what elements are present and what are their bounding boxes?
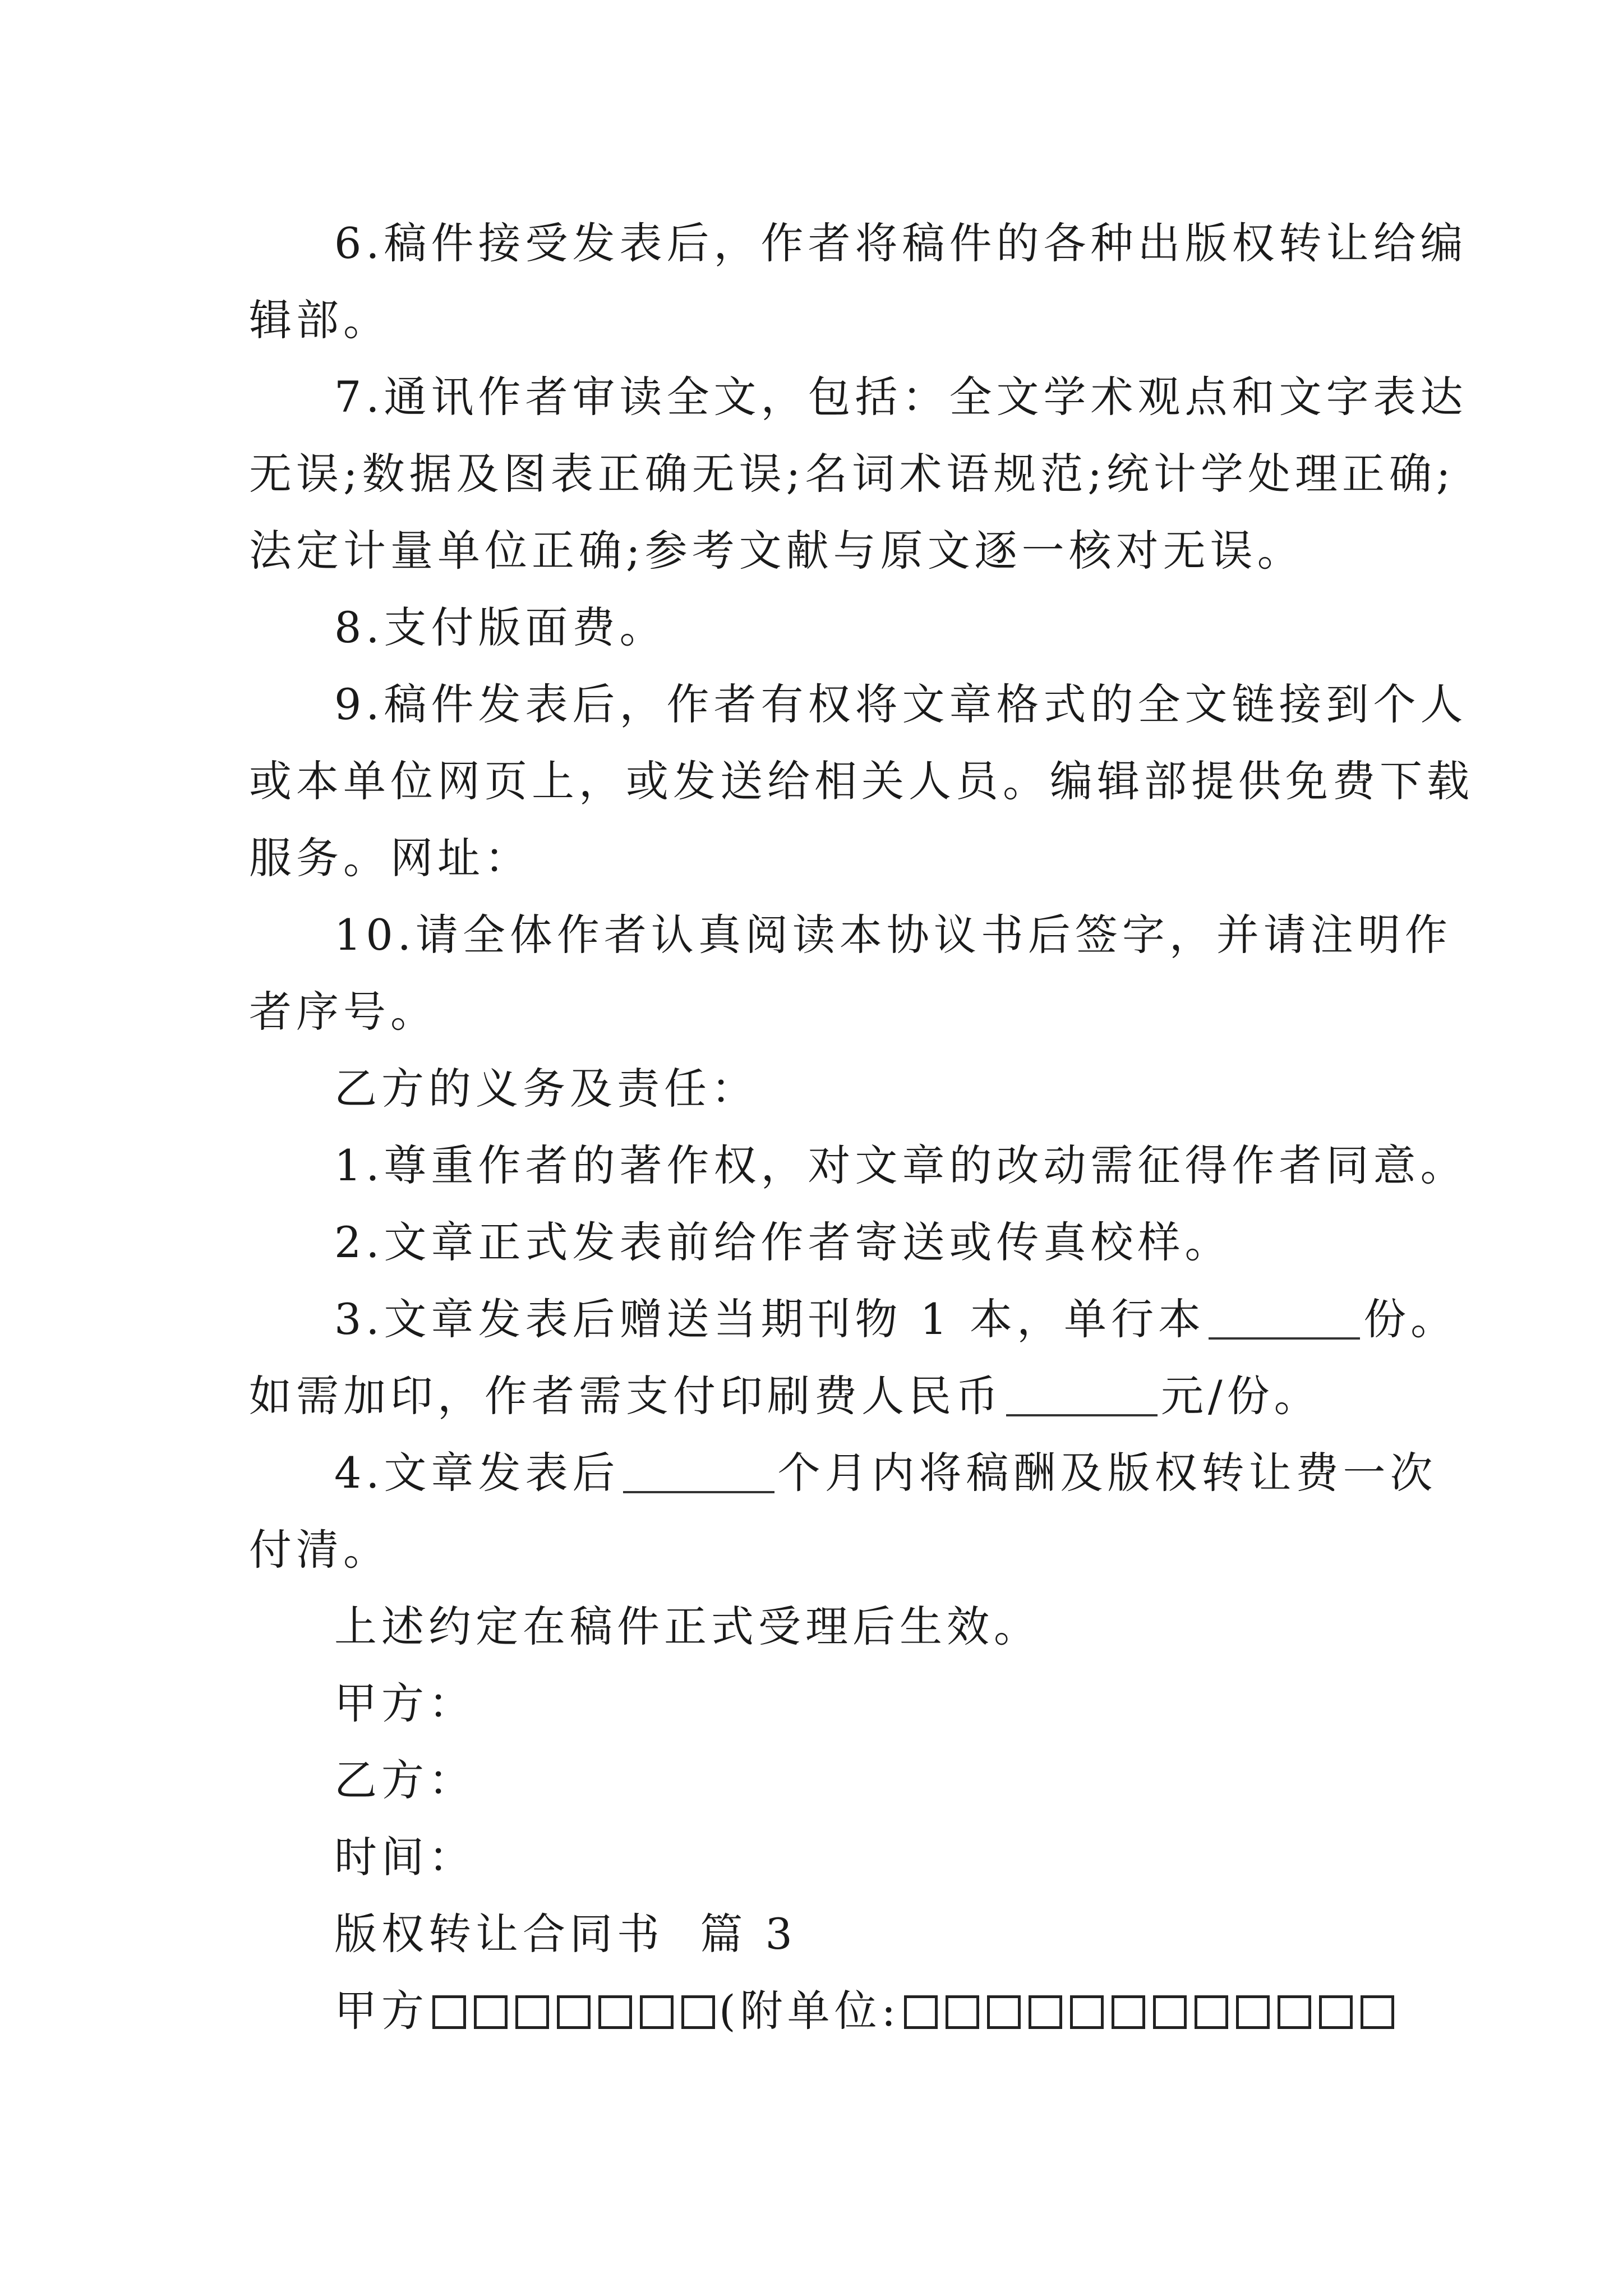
effective-clause: 上述约定在稿件正式受理后生效。: [334, 1602, 1041, 1651]
paragraph-9-line-3: 服务。网址：: [249, 833, 532, 883]
party-b-item-3-line-1: [334, 1291, 1458, 1347]
item-3-text-c: 如需加印，作者需支付印刷费人民币: [249, 1371, 1003, 1421]
last-line-prefix: 甲方: [334, 1986, 428, 2036]
placeholder-box: [987, 1995, 1021, 2029]
placeholder-box: [1361, 1995, 1394, 2029]
paragraph-10-line-2: 者序号。: [249, 987, 437, 1037]
last-line: [334, 1983, 1398, 2039]
placeholder-box: [515, 1995, 549, 2029]
section-title: 版权转让合同书 篇 3: [334, 1909, 797, 1959]
party-b-item-1: 1.尊重作者的著作权，对文章的改动需征得作者同意。: [334, 1140, 1468, 1190]
last-line-middle: (附单位:: [719, 1986, 901, 2036]
item-4-text-b: 个月内将稿酬及版权转让费一次: [777, 1448, 1437, 1498]
party-b-heading: 乙方的义务及责任：: [334, 1064, 758, 1114]
paragraph-6-line-2: 辑部。: [249, 295, 390, 345]
paragraph-7-line-3: 法定计量单位正确;参考文献与原文逐一核对无误。: [249, 526, 1304, 576]
paragraph-9-line-1: 9.稿件发表后，作者有权将文章格式的全文链接到个人: [334, 679, 1468, 729]
signature-party-a: 甲方：: [334, 1678, 476, 1728]
signature-party-b: 乙方：: [334, 1755, 476, 1805]
placeholder-box: [1319, 1995, 1353, 2029]
placeholder-box: [640, 1995, 674, 2029]
party-b-item-2: 2.文章正式发表前给作者寄送或传真校样。: [334, 1217, 1232, 1267]
party-b-item-4-line-1: [334, 1445, 1437, 1501]
placeholder-boxes-group-2: [900, 1986, 1398, 2036]
placeholder-box: [557, 1995, 591, 2029]
offprint-count-blank: [1209, 1337, 1360, 1340]
placeholder-box: [1195, 1995, 1228, 2029]
paragraph-7-line-2: 无误;数据及图表正确无误;名词术语规范;统计学处理正确;: [249, 449, 1455, 499]
item-4-text-a: 4.文章发表后: [334, 1448, 620, 1498]
placeholder-box: [681, 1995, 715, 2029]
placeholder-box: [598, 1995, 632, 2029]
placeholder-box: [474, 1995, 508, 2029]
paragraph-6-line-1: 6.稿件接受发表后，作者将稿件的各种出版权转让给编: [334, 218, 1468, 268]
party-b-item-4-line-2: 付清。: [249, 1525, 390, 1575]
placeholder-box: [1278, 1995, 1311, 2029]
placeholder-box: [1153, 1995, 1187, 2029]
placeholder-box: [432, 1995, 466, 2029]
placeholder-box: [1029, 1995, 1062, 2029]
paragraph-9-line-2: 或本单位网页上，或发送给相关人员。编辑部提供免费下载: [249, 756, 1474, 806]
placeholder-box: [1236, 1995, 1270, 2029]
printing-fee-blank: [1006, 1414, 1158, 1416]
placeholder-box: [904, 1995, 938, 2029]
placeholder-boxes-group-1: [428, 1986, 719, 2036]
paragraph-7-line-1: 7.通讯作者审读全文，包括：全文学术观点和文字表达: [334, 372, 1468, 422]
item-3-text-b: 份。: [1363, 1294, 1458, 1344]
item-3-text-a: 3.文章发表后赠送当期刊物 1 本，单行本: [334, 1294, 1206, 1344]
item-3-text-d: 元/份。: [1161, 1371, 1321, 1421]
placeholder-box: [1070, 1995, 1104, 2029]
signature-time: 时间：: [334, 1832, 476, 1882]
months-blank: [623, 1491, 774, 1493]
party-b-item-3-line-2: [249, 1368, 1321, 1424]
paragraph-10-line-1: 10.请全体作者认真阅读本协议书后签字，并请注明作: [334, 910, 1452, 960]
placeholder-box: [1112, 1995, 1145, 2029]
paragraph-8-line-1: 8.支付版面费。: [334, 602, 667, 652]
placeholder-box: [946, 1995, 979, 2029]
